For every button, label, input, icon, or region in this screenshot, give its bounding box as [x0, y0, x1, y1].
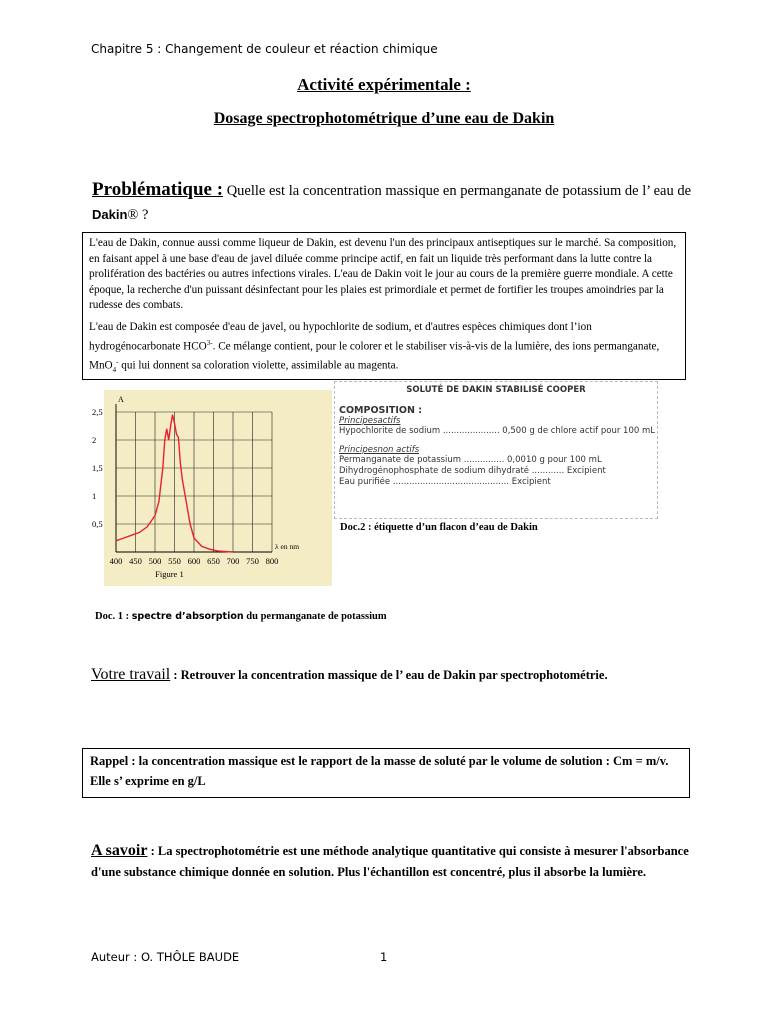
problem-heading: Problématique :: [92, 179, 224, 200]
label-line-phosphate: Dihydrogénophosphate de sodium dihydraté ............ Excipient: [339, 466, 606, 476]
x-tick-label: 600: [187, 556, 201, 566]
know-section: [91, 840, 711, 883]
x-tick-label: 450: [129, 556, 142, 566]
problem-suffix: ® ?: [127, 207, 149, 223]
activity-subtitle: Dosage spectrophotométrique d’une eau de Dakin: [213, 110, 555, 127]
x-tick-label: 650: [207, 556, 220, 566]
label-line-water: Eau purifiée ........................................... Excipient: [339, 477, 551, 487]
x-axis-label: λ en nm: [275, 542, 300, 551]
label-line-hypochlorite: Hypochlorite de sodium ..................... 0,500 g de chlore actif pour 100 mL: [339, 426, 655, 436]
label-title: SOLUTÉ DE DAKIN STABILISÉ COOPER: [406, 385, 586, 395]
x-tick-label: 550: [168, 556, 181, 566]
footer-author: Auteur : O. THÔLE BAUDE: [91, 950, 240, 964]
know-heading: A savoir: [91, 842, 148, 859]
intro-paragraph-2: L'eau de Dakin est composée d'eau de javel, ou hypochlorite de sodium, et d'autres espèces chimiques dont l’ion hydrogénocarbonate $HCO^{3-}$. Ce mélange contient, pour le colorer et le stabiliser vis-à-vis de la lumière, des ions permanganate, MnO$_4$- qui lui donnent sa coloration violette, assimilable au magenta.: [89, 320, 660, 374]
x-tick-label: 800: [265, 556, 279, 566]
intro-paragraph-1: L'eau de Dakin, connue aussi comme liqueur de Dakin, est devenu l'un des principaux antiseptiques sur le marché. Sa composition, en faisant appel à une base d'eau de javel diluée comme principe actif, en fait un liquide très performant dans la lutte contre la prolifération des bactéries ou autres infections virales. L'eau de Dakin voit le jour au cours de la première guerre mondiale. A cette époque, la recherche d'un puissant désinfectant pour les plaies est primordiale et permet de fortifier les troupes amoindries par la rudesse des combats.: [89, 237, 677, 312]
label-line-permanganate: Permanganate de potassium ............... 0,0010 g pour 100 mL: [339, 455, 602, 465]
absorption-spectrum-chart: [92, 390, 332, 600]
label-composition: COMPOSITION :: [339, 405, 423, 416]
work-section: [91, 664, 711, 686]
chart-title: Figure 1: [155, 569, 184, 579]
dakin-label-image: [334, 381, 658, 519]
reminder-box: Rappel : la concentration massique est le rapport de la masse de soluté par le volume de solution : Cm = m/v. Elle s’ exprime en g/L: [82, 748, 690, 798]
intro-box: [82, 232, 686, 380]
y-axis-label: A: [118, 395, 124, 404]
work-text: : Retrouver la concentration massique de l’ eau de Dakin par spectrophotométrie.: [170, 668, 608, 682]
y-tick-label: 1: [92, 491, 97, 501]
activity-title: Activité expérimentale :: [297, 75, 471, 94]
know-text: : La spectrophotométrie est une méthode analytique quantitative qui consiste à mesurer l'absorbance d'une substance chimique donnée en solution. Plus l'échantillon est concentré, plus il absorbe la lumière.: [91, 844, 689, 879]
dakin-brand: Dakin: [92, 207, 128, 222]
x-tick-label: 500: [148, 556, 162, 566]
work-heading: Votre travail: [91, 666, 171, 683]
y-tick-label: 0,5: [92, 519, 103, 529]
label-actifs: Principesactifs: [339, 416, 401, 426]
doc1-caption: Doc. 1 : spectre d’absorption du permanganate de potassium: [95, 611, 387, 622]
x-tick-label: 400: [109, 556, 123, 566]
x-tick-label: 750: [246, 556, 259, 566]
page-header: Chapitre 5 : Changement de couleur et réaction chimique: [91, 42, 438, 56]
problem-statement: [92, 178, 712, 227]
y-tick-label: 2,5: [92, 407, 103, 417]
label-nonactifs: Principesnon actifs: [339, 445, 420, 455]
x-tick-label: 700: [226, 556, 240, 566]
page-number: 1: [380, 950, 388, 964]
y-tick-label: 1,5: [92, 463, 103, 473]
problem-text: Quelle est la concentration massique en permanganate de potassium de l’ eau de: [223, 183, 692, 199]
doc2-caption: Doc.2 : étiquette d’un flacon d’eau de Dakin: [340, 522, 538, 533]
y-tick-label: 2: [92, 435, 97, 445]
